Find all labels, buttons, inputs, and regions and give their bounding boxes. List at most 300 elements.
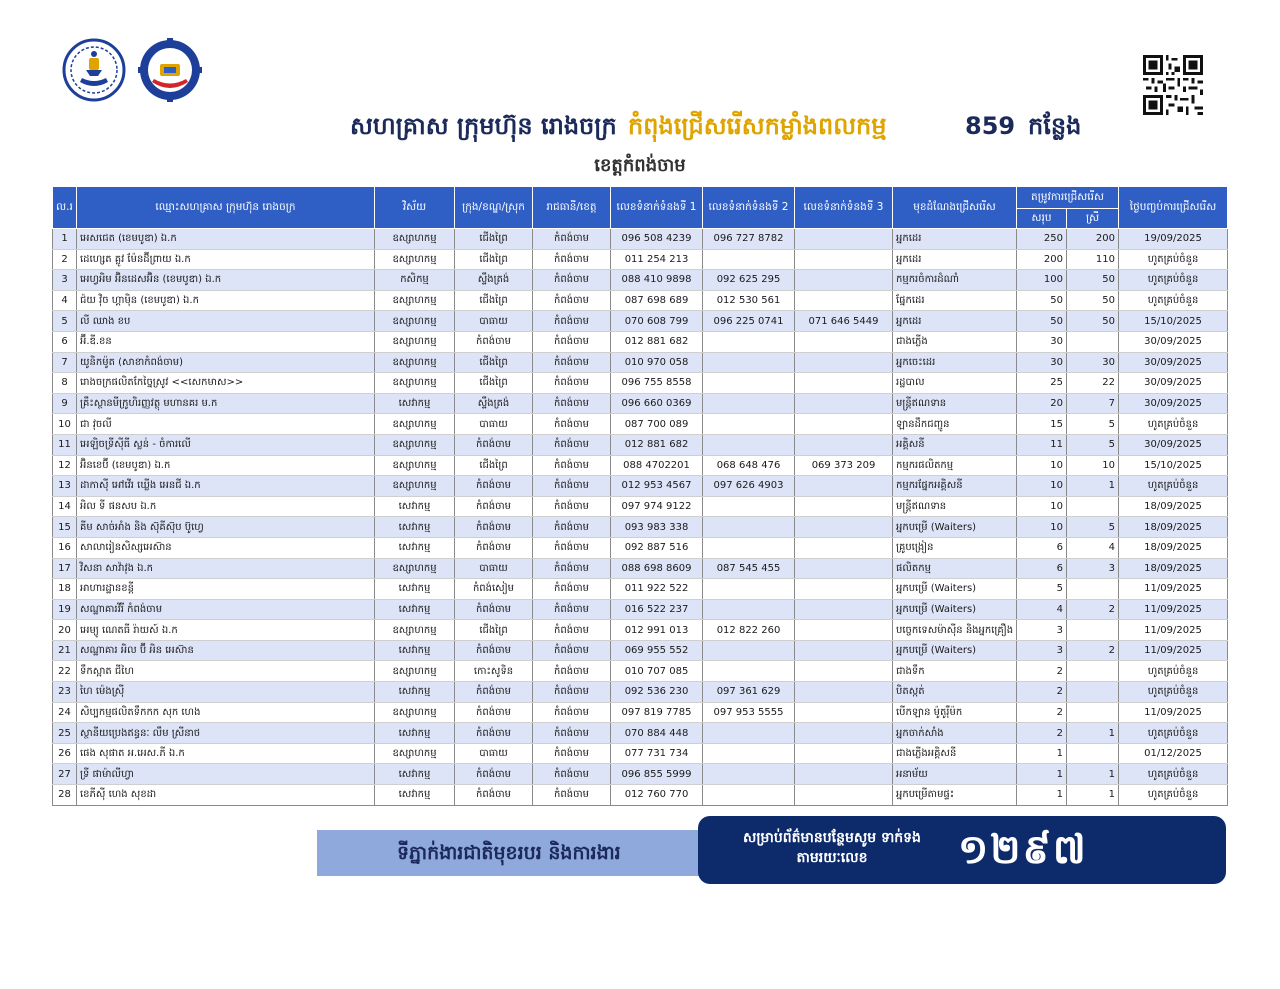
cell-position: មន្ត្រីឥណទាន xyxy=(893,393,1017,414)
cell-phone3: 069 373 209 xyxy=(795,455,893,476)
cell-no: 4 xyxy=(53,290,77,311)
cell-phone2 xyxy=(703,517,795,538)
cell-no: 9 xyxy=(53,393,77,414)
cell-total: 30 xyxy=(1017,352,1067,373)
ministry-emblem-logo xyxy=(62,38,126,102)
cell-name: អាហារដ្ឋានខន្តី xyxy=(77,579,375,600)
cell-phone3 xyxy=(795,723,893,744)
cell-district: បាធាយ xyxy=(455,414,533,435)
table-header-row xyxy=(53,187,1228,209)
cell-phone1: 088 410 9898 xyxy=(611,270,703,291)
cell-name: យូនិកម៉ូត (សាខាកំពង់ចាម) xyxy=(77,352,375,373)
cell-no: 28 xyxy=(53,785,77,806)
cell-phone2 xyxy=(703,537,795,558)
cell-no: 22 xyxy=(53,661,77,682)
cell-province: កំពង់ចាម xyxy=(533,434,611,455)
cell-sector: សេវាកម្ម xyxy=(375,682,455,703)
cell-district: ជើងព្រៃ xyxy=(455,229,533,250)
cell-total: 4 xyxy=(1017,599,1067,620)
cell-total: 10 xyxy=(1017,455,1067,476)
cell-no: 10 xyxy=(53,414,77,435)
cell-phone1: 096 855 5999 xyxy=(611,764,703,785)
cell-deadline: 19/09/2025 xyxy=(1119,229,1228,250)
cell-district: កំពង់ចាម xyxy=(455,785,533,806)
cell-female: 50 xyxy=(1067,270,1119,291)
cell-total: 10 xyxy=(1017,476,1067,497)
table-row xyxy=(53,249,1228,270)
table-row xyxy=(53,290,1228,311)
cell-district: ជើងព្រៃ xyxy=(455,352,533,373)
cell-female: 5 xyxy=(1067,414,1119,435)
province-subtitle xyxy=(0,153,1280,180)
cell-no: 14 xyxy=(53,496,77,517)
table-row xyxy=(53,702,1228,723)
cell-total: 1 xyxy=(1017,785,1067,806)
cell-no: 19 xyxy=(53,599,77,620)
cell-no: 24 xyxy=(53,702,77,723)
cell-no: 5 xyxy=(53,311,77,332)
cell-deadline: 15/10/2025 xyxy=(1119,311,1228,332)
cell-phone3 xyxy=(795,331,893,352)
cell-phone1: 092 887 516 xyxy=(611,537,703,558)
cell-phone1: 096 755 8558 xyxy=(611,373,703,394)
hotline-number: ១២៩៧ xyxy=(958,827,1088,873)
cell-district: បាធាយ xyxy=(455,311,533,332)
cell-phone3 xyxy=(795,290,893,311)
cell-position: អ្នកបម្រើ (Waiters) xyxy=(893,517,1017,538)
cell-sector: ឧស្សាហកម្ម xyxy=(375,476,455,497)
cell-district: កំពង់ចាម xyxy=(455,496,533,517)
cell-sector: សេវាកម្ម xyxy=(375,393,455,414)
cell-sector: ឧស្សាហកម្ម xyxy=(375,661,455,682)
cell-position: ជាងទឹក xyxy=(893,661,1017,682)
cell-phone2: 097 626 4903 xyxy=(703,476,795,497)
cell-phone1: 097 974 9122 xyxy=(611,496,703,517)
cell-phone1: 016 522 237 xyxy=(611,599,703,620)
cell-female: 5 xyxy=(1067,434,1119,455)
agency-name: ទីភ្នាក់ងារជាតិមុខរបរ និងការងារ xyxy=(397,842,621,864)
cell-female xyxy=(1067,743,1119,764)
cell-total: 11 xyxy=(1017,434,1067,455)
cell-phone3 xyxy=(795,393,893,414)
cell-phone1: 088 698 8609 xyxy=(611,558,703,579)
cell-no: 21 xyxy=(53,640,77,661)
cell-sector: សេវាកម្ម xyxy=(375,579,455,600)
cell-position: ឡានដឹកជញ្ជូន xyxy=(893,414,1017,435)
cell-no: 1 xyxy=(53,229,77,250)
cell-position: អ្នកចេះដេរ xyxy=(893,352,1017,373)
table-row xyxy=(53,373,1228,394)
col-province: រាជធានី/ខេត្ត xyxy=(533,187,611,229)
cell-position: ជាងភ្លើង xyxy=(893,331,1017,352)
cell-name: ជា វុចលី xyxy=(77,414,375,435)
table-row xyxy=(53,270,1228,291)
table-row xyxy=(53,723,1228,744)
cell-phone2: 092 625 295 xyxy=(703,270,795,291)
cell-female xyxy=(1067,620,1119,641)
cell-deadline: 18/09/2025 xyxy=(1119,537,1228,558)
cell-position: កម្មករផលិតកម្ម xyxy=(893,455,1017,476)
cell-phone3 xyxy=(795,558,893,579)
table-row xyxy=(53,743,1228,764)
cell-sector: ឧស្សាហកម្ម xyxy=(375,434,455,455)
cell-province: កំពង់ចាម xyxy=(533,229,611,250)
cell-total: 25 xyxy=(1017,373,1067,394)
cell-deadline: 01/12/2025 xyxy=(1119,743,1228,764)
cell-phone1: 093 983 338 xyxy=(611,517,703,538)
cell-phone1: 070 884 448 xyxy=(611,723,703,744)
cell-phone3 xyxy=(795,764,893,785)
table-row xyxy=(53,785,1228,806)
cell-no: 27 xyxy=(53,764,77,785)
cell-phone3 xyxy=(795,352,893,373)
cell-female xyxy=(1067,331,1119,352)
cell-female xyxy=(1067,702,1119,723)
cell-phone2 xyxy=(703,249,795,270)
cell-district: បាធាយ xyxy=(455,558,533,579)
cell-phone1: 012 881 682 xyxy=(611,331,703,352)
cell-position: ផ្នែកដេរ xyxy=(893,290,1017,311)
cell-name: អេហ្វអិម អ៊ិនដេសអ៊ិន (ខេមបូឌា) ឯ.ក xyxy=(77,270,375,291)
cell-deadline: ហូតគ្រប់ចំនួន xyxy=(1119,476,1228,497)
cell-no: 12 xyxy=(53,455,77,476)
cell-phone2 xyxy=(703,434,795,455)
cell-district: ជើងព្រៃ xyxy=(455,373,533,394)
cell-sector: ឧស្សាហកម្ម xyxy=(375,558,455,579)
cell-province: កំពង់ចាម xyxy=(533,702,611,723)
cell-deadline: 18/09/2025 xyxy=(1119,496,1228,517)
cell-female: 22 xyxy=(1067,373,1119,394)
cell-phone3 xyxy=(795,373,893,394)
cell-sector: សេវាកម្ម xyxy=(375,764,455,785)
cell-phone3 xyxy=(795,743,893,764)
cell-sector: ឧស្សាហកម្ម xyxy=(375,373,455,394)
cell-name: អេសជេត (ខេមបូឌា) ឯ.ក xyxy=(77,229,375,250)
cell-deadline: ហូតគ្រប់ចំនួន xyxy=(1119,723,1228,744)
cell-phone3 xyxy=(795,702,893,723)
cell-female: 110 xyxy=(1067,249,1119,270)
cell-position: មន្ត្រីឥណទាន xyxy=(893,496,1017,517)
cell-province: កំពង់ចាម xyxy=(533,723,611,744)
cell-district: កំពង់ចាម xyxy=(455,599,533,620)
cell-phone2 xyxy=(703,764,795,785)
cell-deadline: ហូតគ្រប់ចំនួន xyxy=(1119,249,1228,270)
cell-deadline: 30/09/2025 xyxy=(1119,352,1228,373)
agency-banner xyxy=(317,830,737,876)
cell-phone2 xyxy=(703,496,795,517)
cell-name: អេម្យូ ណេតធី រ៉ាយស៍ ឯ.ក xyxy=(77,620,375,641)
cell-position: កម្មករចំការដំណាំ xyxy=(893,270,1017,291)
cell-district: ជើងព្រៃ xyxy=(455,249,533,270)
cell-female: 1 xyxy=(1067,723,1119,744)
cell-female: 5 xyxy=(1067,517,1119,538)
cell-province: កំពង់ចាម xyxy=(533,311,611,332)
cell-no: 16 xyxy=(53,537,77,558)
cell-district: កំពង់ចាម xyxy=(455,682,533,703)
cell-phone2 xyxy=(703,599,795,620)
cell-phone2 xyxy=(703,331,795,352)
cell-district: ជើងព្រៃ xyxy=(455,620,533,641)
title-company-label: សហគ្រាស ក្រុមហ៊ុន រោងចក្រ xyxy=(350,112,617,140)
cell-deadline: 30/09/2025 xyxy=(1119,373,1228,394)
cell-position: រដ្ឋបាល xyxy=(893,373,1017,394)
cell-no: 25 xyxy=(53,723,77,744)
table-row xyxy=(53,682,1228,703)
cell-phone3 xyxy=(795,682,893,703)
cell-total: 30 xyxy=(1017,331,1067,352)
cell-position: បើកឡាន ម៉ូតូរ៉ឺម៉ក xyxy=(893,702,1017,723)
cell-province: កំពង់ចាម xyxy=(533,640,611,661)
cell-name: អ៊ី.ឌី.ខន xyxy=(77,331,375,352)
cell-female: 1 xyxy=(1067,476,1119,497)
cell-phone3 xyxy=(795,476,893,497)
cell-phone1: 077 731 734 xyxy=(611,743,703,764)
cell-deadline: 11/09/2025 xyxy=(1119,640,1228,661)
cell-sector: ឧស្សាហកម្ម xyxy=(375,249,455,270)
cell-district: កំពង់ចាម xyxy=(455,764,533,785)
cell-position: ជាងភ្លើងអគ្គិសនី xyxy=(893,743,1017,764)
cell-no: 20 xyxy=(53,620,77,641)
cell-phone1: 087 698 689 xyxy=(611,290,703,311)
cell-position: អ្នកបម្រើតាមផ្ទះ xyxy=(893,785,1017,806)
cell-sector: សេវាកម្ម xyxy=(375,517,455,538)
cell-position: កម្មករផ្នែកអគ្គិសនី xyxy=(893,476,1017,497)
cell-phone1: 012 991 013 xyxy=(611,620,703,641)
cell-total: 2 xyxy=(1017,702,1067,723)
cell-phone2: 068 648 476 xyxy=(703,455,795,476)
cell-total: 2 xyxy=(1017,682,1067,703)
cell-phone1: 010 970 058 xyxy=(611,352,703,373)
cell-district: កំពង់ចាម xyxy=(455,640,533,661)
cell-province: កំពង់ចាម xyxy=(533,682,611,703)
cell-female: 1 xyxy=(1067,785,1119,806)
cell-name: លី ឈាង ខប xyxy=(77,311,375,332)
cell-phone2: 097 953 5555 xyxy=(703,702,795,723)
cell-female: 2 xyxy=(1067,599,1119,620)
cell-phone3 xyxy=(795,640,893,661)
cell-district: កំពង់ចាម xyxy=(455,476,533,497)
cell-name: គ្រឹះស្ថានមីក្រូហិរញ្ញវត្ថុ មហានគរ ម.ក xyxy=(77,393,375,414)
cell-district: កំពង់ចាម xyxy=(455,537,533,558)
cell-female: 7 xyxy=(1067,393,1119,414)
cell-female: 3 xyxy=(1067,558,1119,579)
cell-sector: ឧស្សាហកម្ម xyxy=(375,702,455,723)
job-listing-table xyxy=(52,186,1228,806)
table-row xyxy=(53,620,1228,641)
cell-total: 100 xyxy=(1017,270,1067,291)
table-row xyxy=(53,476,1228,497)
cell-province: កំពង់ចាម xyxy=(533,455,611,476)
cell-district: កោះសូទិន xyxy=(455,661,533,682)
cell-total: 3 xyxy=(1017,620,1067,641)
cell-phone3 xyxy=(795,517,893,538)
cell-province: កំពង់ចាម xyxy=(533,270,611,291)
cell-phone1: 012 760 770 xyxy=(611,785,703,806)
cell-total: 1 xyxy=(1017,743,1067,764)
employment-agency-gear-logo xyxy=(138,38,202,102)
cell-province: កំពង់ចាម xyxy=(533,414,611,435)
cell-female: 2 xyxy=(1067,640,1119,661)
cell-phone3 xyxy=(795,785,893,806)
cell-total: 20 xyxy=(1017,393,1067,414)
cell-no: 3 xyxy=(53,270,77,291)
cell-position: អ្នកដេរ xyxy=(893,249,1017,270)
cell-province: កំពង់ចាម xyxy=(533,743,611,764)
cell-female: 30 xyxy=(1067,352,1119,373)
cell-total: 3 xyxy=(1017,640,1067,661)
cell-name: ផេង សុផាត អ.អេស.ភី ឯ.ក xyxy=(77,743,375,764)
cell-district: ស្ទឹងត្រង់ xyxy=(455,393,533,414)
col-sector: វិស័យ xyxy=(375,187,455,229)
col-phone2: លេខទំនាក់ទំនងទី 2 xyxy=(703,187,795,229)
cell-phone1: 096 660 0369 xyxy=(611,393,703,414)
cell-province: កំពង់ចាម xyxy=(533,764,611,785)
cell-province: កំពង់ចាម xyxy=(533,476,611,497)
cell-phone3 xyxy=(795,229,893,250)
cell-female xyxy=(1067,661,1119,682)
cell-province: កំពង់ចាម xyxy=(533,290,611,311)
cell-phone2 xyxy=(703,723,795,744)
cell-position: អ្នកបម្រើ (Waiters) xyxy=(893,579,1017,600)
cell-female xyxy=(1067,682,1119,703)
cell-name: ដាកាស៊ី អៅវើរ ឃ្លើង អេនជី ឯ.ក xyxy=(77,476,375,497)
table-row xyxy=(53,579,1228,600)
col-total: សរុប xyxy=(1017,209,1067,229)
table-row xyxy=(53,455,1228,476)
cell-total: 200 xyxy=(1017,249,1067,270)
cell-sector: ឧស្សាហកម្ម xyxy=(375,414,455,435)
cell-phone2 xyxy=(703,393,795,414)
cell-name: អិល ទី ផនសប ឯ.ក xyxy=(77,496,375,517)
cell-female: 1 xyxy=(1067,764,1119,785)
cell-female: 200 xyxy=(1067,229,1119,250)
cell-phone2 xyxy=(703,661,795,682)
cell-deadline: 18/09/2025 xyxy=(1119,558,1228,579)
table-row xyxy=(53,599,1228,620)
cell-name: អ៊ិនខេប៊ី (ខេមបូឌា) ឯ.ក xyxy=(77,455,375,476)
cell-sector: សេវាកម្ម xyxy=(375,640,455,661)
cell-no: 2 xyxy=(53,249,77,270)
cell-female: 10 xyxy=(1067,455,1119,476)
cell-name: ទ្រី ផាម៉ាលីហ្វា xyxy=(77,764,375,785)
cell-name: វិសនា សាវ៉ាវុង ឯ.ក xyxy=(77,558,375,579)
cell-phone2: 097 361 629 xyxy=(703,682,795,703)
cell-phone2 xyxy=(703,785,795,806)
cell-sector: ឧស្សាហកម្ម xyxy=(375,229,455,250)
cell-female xyxy=(1067,579,1119,600)
page-title xyxy=(0,106,1280,146)
cell-no: 17 xyxy=(53,558,77,579)
col-position: មុខដំណែងជ្រើសរើស xyxy=(893,187,1017,229)
cell-phone1: 011 922 522 xyxy=(611,579,703,600)
hotline-info-text: សម្រាប់ព័ត៌មានបន្ថែមសូម ទាក់ទងតាមរយៈលេខ xyxy=(743,830,921,866)
cell-phone2: 012 822 260 xyxy=(703,620,795,641)
cell-sector: ឧស្សាហកម្ម xyxy=(375,311,455,332)
cell-total: 2 xyxy=(1017,723,1067,744)
table-row xyxy=(53,393,1228,414)
cell-sector: សេវាកម្ម xyxy=(375,496,455,517)
cell-province: កំពង់ចាម xyxy=(533,517,611,538)
cell-no: 11 xyxy=(53,434,77,455)
cell-district: ជើងព្រៃ xyxy=(455,290,533,311)
table-row xyxy=(53,517,1228,538)
cell-no: 15 xyxy=(53,517,77,538)
cell-position: ផលិតកម្ម xyxy=(893,558,1017,579)
hotline-banner xyxy=(698,816,1226,884)
cell-phone3 xyxy=(795,496,893,517)
province-label: ខេត្តកំពង់ចាម xyxy=(594,155,686,176)
cell-deadline: ហូតគ្រប់ចំនួន xyxy=(1119,270,1228,291)
cell-deadline: 11/09/2025 xyxy=(1119,599,1228,620)
cell-deadline: 30/09/2025 xyxy=(1119,393,1228,414)
cell-no: 26 xyxy=(53,743,77,764)
cell-name: ស្ថានីយប្រេងឥន្ធនៈ លឹម ស្រីនាថ xyxy=(77,723,375,744)
cell-phone1: 012 953 4567 xyxy=(611,476,703,497)
cell-deadline: 11/09/2025 xyxy=(1119,579,1228,600)
cell-total: 2 xyxy=(1017,661,1067,682)
col-female: ស្រី xyxy=(1067,209,1119,229)
cell-province: កំពង់ចាម xyxy=(533,785,611,806)
cell-district: បាធាយ xyxy=(455,743,533,764)
cell-phone1: 070 608 799 xyxy=(611,311,703,332)
cell-name: សិប្បកម្មផលិតទឹកកក សុក ហេង xyxy=(77,702,375,723)
cell-total: 10 xyxy=(1017,496,1067,517)
cell-deadline: ហូតគ្រប់ចំនួន xyxy=(1119,290,1228,311)
cell-total: 15 xyxy=(1017,414,1067,435)
cell-total: 10 xyxy=(1017,517,1067,538)
cell-name: គីម សាច់អាំង និង ស៊ុគីស៊ុប ប៊ូហ្វេ xyxy=(77,517,375,538)
table-row xyxy=(53,661,1228,682)
cell-total: 1 xyxy=(1017,764,1067,785)
cell-no: 6 xyxy=(53,331,77,352)
cell-district: កំពង់ចាម xyxy=(455,702,533,723)
cell-no: 8 xyxy=(53,373,77,394)
table-body xyxy=(53,229,1228,806)
cell-district: កំពង់ចាម xyxy=(455,434,533,455)
cell-phone2 xyxy=(703,743,795,764)
table-row xyxy=(53,558,1228,579)
cell-deadline: 11/09/2025 xyxy=(1119,702,1228,723)
cell-sector: សេវាកម្ម xyxy=(375,723,455,744)
cell-sector: ឧស្សាហកម្ម xyxy=(375,331,455,352)
cell-province: កំពង់ចាម xyxy=(533,620,611,641)
cell-phone2: 096 727 8782 xyxy=(703,229,795,250)
cell-phone1: 096 508 4239 xyxy=(611,229,703,250)
cell-phone2 xyxy=(703,373,795,394)
cell-total: 6 xyxy=(1017,558,1067,579)
col-no: ល.រ xyxy=(53,187,77,229)
cell-sector: ឧស្សាហកម្ម xyxy=(375,455,455,476)
position-unit: កន្លែង xyxy=(1028,112,1082,140)
cell-phone2: 012 530 561 xyxy=(703,290,795,311)
cell-no: 23 xyxy=(53,682,77,703)
cell-phone3 xyxy=(795,537,893,558)
cell-district: កំពង់ចាម xyxy=(455,723,533,744)
cell-phone3 xyxy=(795,434,893,455)
cell-name: ដេហ្សេត គ្លូវ ម៉ែនដ៊ីព្រាយ ឯ.ក xyxy=(77,249,375,270)
table-row xyxy=(53,229,1228,250)
cell-position: អនាម័យ xyxy=(893,764,1017,785)
col-phone3: លេខទំនាក់ទំនងទី 3 xyxy=(795,187,893,229)
cell-phone3 xyxy=(795,599,893,620)
cell-sector: ឧស្សាហកម្ម xyxy=(375,620,455,641)
cell-name: សណ្ឋាគារ អិល ប៊ី អិន អេស៊ាន xyxy=(77,640,375,661)
cell-deadline: 30/09/2025 xyxy=(1119,331,1228,352)
cell-name: សាលារៀនសិស្សអេស៊ាន xyxy=(77,537,375,558)
cell-position: អ្នកដេរ xyxy=(893,229,1017,250)
cell-province: កំពង់ចាម xyxy=(533,558,611,579)
cell-position: អ្នកបម្រើ (Waiters) xyxy=(893,640,1017,661)
